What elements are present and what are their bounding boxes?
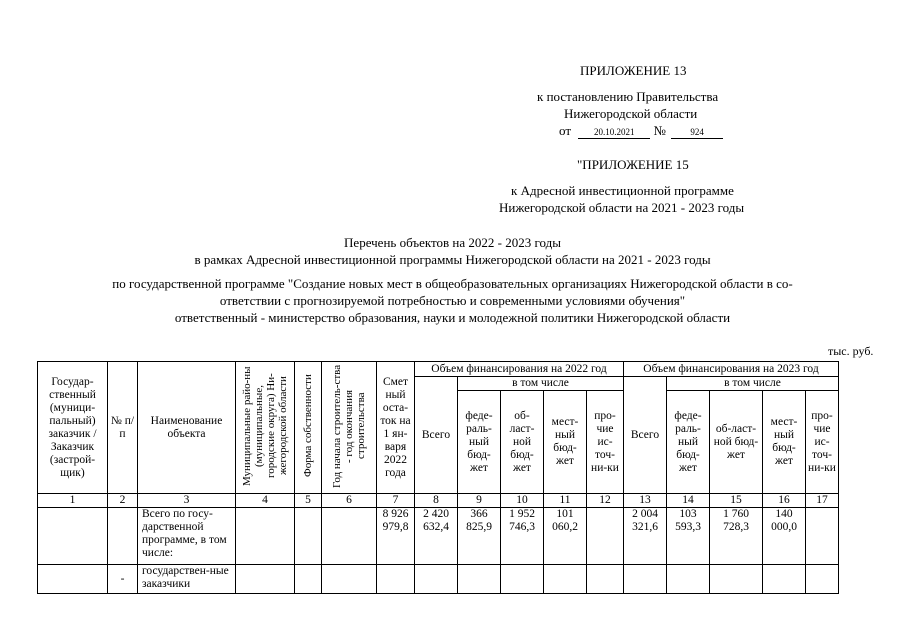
cell-federal-2023: 103 593,3 [667,508,710,565]
cell-federal-2022: 366 825,9 [458,508,501,565]
resolution-date: 20.10.2021 [578,127,650,139]
cell-other-2023 [806,508,839,565]
header-regional-2022: об-ласт-ной бюд-жет [501,391,544,494]
col-number: 13 [624,494,667,508]
cell-local-2022 [544,565,587,594]
header-other-2023: про-чие ис-точ-ни-ки [806,391,839,494]
cell-regional-2022 [501,565,544,594]
header-total-2023: Всего [624,377,667,494]
col-number: 17 [806,494,839,508]
header-customer: Государ-ственный (муници-пальный) заказчик / Заказчик (застрой-щик) [38,362,108,494]
doc-title-line2: в рамках Адресной инвестиционной программы Нижегородской области на 2021 - 2023 годы [194,252,711,267]
header-group-2023: Объем финансирования на 2023 год [624,362,839,377]
col-number: 10 [501,494,544,508]
cell-other-2022 [587,508,624,565]
table-row [38,508,839,565]
cell-object-name: государствен-ные заказчики [138,565,236,594]
number-sign: № [653,123,666,138]
col-number: 1 [38,494,108,508]
doc-title-line3: по государственной программе "Создание новых мест в общеобразовательных организациях Нижегородской области в со- [112,276,793,291]
col-number: 4 [236,494,295,508]
cell-other-2022 [587,565,624,594]
header-balance: Смет ный оста-ток на 1 ян-варя 2022 года [377,362,415,494]
header-local-2022: мест-ный бюд-жет [544,391,587,494]
cell-customer [38,565,108,594]
header-federal-2023: феде-раль-ный бюд-жет [667,391,710,494]
column-number-row [38,494,839,508]
cell-local-2023 [763,565,806,594]
header-years: Год начала строитель-ства - год окончания строительства [322,362,377,494]
region-name: Нижегородской области [564,106,698,121]
cell-ownership [295,508,322,565]
col-number: 16 [763,494,806,508]
cell-years [322,565,377,594]
cell-object-name: Всего по госу-дарственной программе, в том числе: [138,508,236,565]
cell-municipal [236,565,295,594]
cell-local-2023: 140 000,0 [763,508,806,565]
cell-regional-2023: 1 760 728,3 [710,508,763,565]
cell-other-2023 [806,565,839,594]
col-number: 3 [138,494,236,508]
doc-title-line1: Перечень объектов на 2022 - 2023 годы [344,235,561,250]
appendix-title: ПРИЛОЖЕНИЕ 13 [580,63,687,78]
col-number: 12 [587,494,624,508]
header-total-2022: Всего [415,377,458,494]
table-row [38,565,839,594]
cell-balance [377,565,415,594]
cell-total-2023: 2 004 321,6 [624,508,667,565]
col-number: 7 [377,494,415,508]
col-number: 14 [667,494,710,508]
header-num: № п/п [108,362,138,494]
resolution-ref [559,123,723,139]
header-group-2022: Объем финансирования на 2022 год [415,362,624,377]
col-number: 15 [710,494,763,508]
resolution-number: 924 [671,127,723,139]
cell-federal-2022 [458,565,501,594]
header-object-name: Наименование объекта [138,362,236,494]
to-resolution: к постановлению Правительства [537,89,719,104]
cell-years [322,508,377,565]
col-number: 8 [415,494,458,508]
doc-title-line4: ответствии с прогнозируемой потребностью и современными условиями обучения" [219,293,686,308]
col-number: 5 [295,494,322,508]
header-incl-2023: в том числе [667,377,839,391]
header-municipal: Муниципальные райо-ны (муниципальные, городские округа) Ни-жегородской области [236,362,295,494]
cell-balance: 8 926 979,8 [377,508,415,565]
header-local-2023: мест-ный бюд-жет [763,391,806,494]
cell-customer [38,508,108,565]
col-number: 6 [322,494,377,508]
header-regional-2023: об-ласт-ной бюд-жет [710,391,763,494]
cell-regional-2022: 1 952 746,3 [501,508,544,565]
objects-table [37,361,839,594]
cell-total-2023 [624,565,667,594]
cell-num: - [108,565,138,594]
cell-ownership [295,565,322,594]
appendix15-title: "ПРИЛОЖЕНИЕ 15 [577,157,689,172]
cell-num [108,508,138,565]
cell-regional-2023 [710,565,763,594]
col-number: 11 [544,494,587,508]
header-ownership: Форма собственности [295,362,322,494]
cell-total-2022: 2 420 632,4 [415,508,458,565]
header-federal-2022: феде-раль-ный бюд-жет [458,391,501,494]
cell-local-2022: 101 060,2 [544,508,587,565]
col-number: 9 [458,494,501,508]
to-program-line1: к Адресной инвестиционной программе [511,183,734,198]
from-label: от [559,123,572,138]
col-number: 2 [108,494,138,508]
units-label: тыс. руб. [828,344,874,358]
cell-municipal [236,508,295,565]
cell-federal-2023 [667,565,710,594]
header-other-2022: про-чие ис-точ-ни-ки [587,391,624,494]
doc-title-line5: ответственный - министерство образования, науки и молодежной политики Нижегородской области [174,310,731,325]
cell-total-2022 [415,565,458,594]
header-incl-2022: в том числе [458,377,624,391]
to-program-line2: Нижегородской области на 2021 - 2023 годы [499,200,745,215]
